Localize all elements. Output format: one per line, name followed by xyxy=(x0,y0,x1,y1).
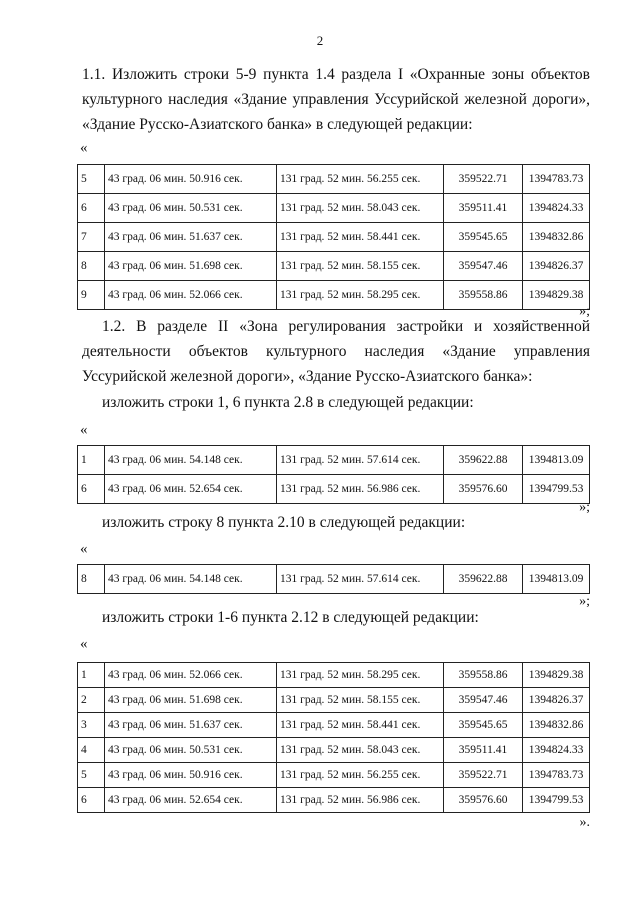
y-coordinate-cell: 1394832.86 xyxy=(523,713,590,738)
section-1-2-text: 1.2. В разделе II «Зона регулирования застройки и хозяйственной деятельности объектов культурного наследия «Здание управления Уссурийской железной дороги», «Здание Русско-Азиатского банка»: xyxy=(82,318,590,385)
latitude-cell: 43 град. 06 мин. 52.654 сек. xyxy=(105,475,277,504)
x-coordinate-cell: 359558.86 xyxy=(444,663,523,688)
close-quote: ». xyxy=(579,815,590,830)
row-number-cell: 9 xyxy=(78,281,105,310)
y-coordinate-cell: 1394799.53 xyxy=(523,475,590,504)
longitude-cell: 131 град. 52 мин. 58.441 сек. xyxy=(277,223,444,252)
latitude-cell: 43 град. 06 мин. 54.148 сек. xyxy=(105,565,277,594)
latitude-cell: 43 град. 06 мин. 52.654 сек. xyxy=(105,788,277,813)
row-number-cell: 1 xyxy=(78,663,105,688)
x-coordinate-cell: 359545.65 xyxy=(444,223,523,252)
row-number-cell: 6 xyxy=(78,475,105,504)
row-number-cell: 7 xyxy=(78,223,105,252)
open-quote: « xyxy=(80,422,88,438)
open-quote: « xyxy=(80,140,88,156)
y-coordinate-cell: 1394813.09 xyxy=(523,565,590,594)
longitude-cell: 131 град. 52 мин. 58.155 сек. xyxy=(277,688,444,713)
table-row xyxy=(78,446,590,475)
coordinates-table-1-4 xyxy=(77,164,590,310)
y-coordinate-cell: 1394829.38 xyxy=(523,663,590,688)
longitude-cell: 131 град. 52 мин. 57.614 сек. xyxy=(277,446,444,475)
x-coordinate-cell: 359558.86 xyxy=(444,281,523,310)
row-number-cell: 6 xyxy=(78,194,105,223)
table-row xyxy=(78,688,590,713)
coordinates-table-2-10 xyxy=(77,564,590,594)
table-row xyxy=(78,565,590,594)
row-number-cell: 8 xyxy=(78,565,105,594)
table-row xyxy=(78,194,590,223)
section-1-1-text: 1.1. Изложить строки 5-9 пункта 1.4 раздела I «Охранные зоны объектов культурного наследия «Здание управления Уссурийской железной дороги», «Здание Русско-Азиатского банка» в следующей редакции: xyxy=(82,66,590,133)
longitude-cell: 131 град. 52 мин. 58.441 сек. xyxy=(277,713,444,738)
longitude-cell: 131 град. 52 мин. 56.986 сек. xyxy=(277,475,444,504)
longitude-cell: 131 град. 52 мин. 58.155 сек. xyxy=(277,252,444,281)
page-number: 2 xyxy=(316,33,324,48)
table-row xyxy=(78,713,590,738)
longitude-cell: 131 град. 52 мин. 58.043 сек. xyxy=(277,194,444,223)
x-coordinate-cell: 359576.60 xyxy=(444,475,523,504)
table-row xyxy=(78,738,590,763)
y-coordinate-cell: 1394799.53 xyxy=(523,788,590,813)
latitude-cell: 43 град. 06 мин. 51.698 сек. xyxy=(105,688,277,713)
x-coordinate-cell: 359522.71 xyxy=(444,763,523,788)
y-coordinate-cell: 1394813.09 xyxy=(523,446,590,475)
longitude-cell: 131 град. 52 мин. 58.295 сек. xyxy=(277,281,444,310)
x-coordinate-cell: 359622.88 xyxy=(444,446,523,475)
close-quote: »; xyxy=(579,594,590,609)
table-row xyxy=(78,252,590,281)
row-number-cell: 1 xyxy=(78,446,105,475)
longitude-cell: 131 град. 52 мин. 56.255 сек. xyxy=(277,763,444,788)
close-quote: »; xyxy=(579,500,590,515)
coordinates-table-2-12 xyxy=(77,662,590,813)
y-coordinate-cell: 1394824.33 xyxy=(523,194,590,223)
latitude-cell: 43 град. 06 мин. 51.637 сек. xyxy=(105,713,277,738)
x-coordinate-cell: 359522.71 xyxy=(444,165,523,194)
latitude-cell: 43 град. 06 мин. 50.916 сек. xyxy=(105,763,277,788)
latitude-cell: 43 град. 06 мин. 52.066 сек. xyxy=(105,281,277,310)
longitude-cell: 131 град. 52 мин. 58.043 сек. xyxy=(277,738,444,763)
table-row xyxy=(78,223,590,252)
table-row xyxy=(78,663,590,688)
y-coordinate-cell: 1394783.73 xyxy=(523,165,590,194)
subsection-2-8-text: изложить строки 1, 6 пункта 2.8 в следующей редакции: xyxy=(102,394,474,411)
y-coordinate-cell: 1394826.37 xyxy=(523,252,590,281)
x-coordinate-cell: 359576.60 xyxy=(444,788,523,813)
row-number-cell: 3 xyxy=(78,713,105,738)
x-coordinate-cell: 359511.41 xyxy=(444,194,523,223)
row-number-cell: 5 xyxy=(78,165,105,194)
latitude-cell: 43 град. 06 мин. 52.066 сек. xyxy=(105,663,277,688)
subsection-2-10-text: изложить строку 8 пункта 2.10 в следующей редакции: xyxy=(102,514,466,531)
y-coordinate-cell: 1394829.38 xyxy=(523,281,590,310)
x-coordinate-cell: 359622.88 xyxy=(444,565,523,594)
row-number-cell: 6 xyxy=(78,788,105,813)
table-row xyxy=(78,165,590,194)
x-coordinate-cell: 359547.46 xyxy=(444,252,523,281)
table-row xyxy=(78,788,590,813)
latitude-cell: 43 град. 06 мин. 51.698 сек. xyxy=(105,252,277,281)
latitude-cell: 43 град. 06 мин. 50.531 сек. xyxy=(105,738,277,763)
latitude-cell: 43 град. 06 мин. 50.916 сек. xyxy=(105,165,277,194)
table-row xyxy=(78,763,590,788)
subsection-2-12-text: изложить строки 1-6 пункта 2.12 в следующей редакции: xyxy=(102,609,479,626)
open-quote: « xyxy=(80,541,88,557)
x-coordinate-cell: 359511.41 xyxy=(444,738,523,763)
x-coordinate-cell: 359545.65 xyxy=(444,713,523,738)
latitude-cell: 43 град. 06 мин. 54.148 сек. xyxy=(105,446,277,475)
y-coordinate-cell: 1394832.86 xyxy=(523,223,590,252)
longitude-cell: 131 град. 52 мин. 57.614 сек. xyxy=(277,565,444,594)
longitude-cell: 131 град. 52 мин. 58.295 сек. xyxy=(277,663,444,688)
x-coordinate-cell: 359547.46 xyxy=(444,688,523,713)
row-number-cell: 8 xyxy=(78,252,105,281)
latitude-cell: 43 град. 06 мин. 50.531 сек. xyxy=(105,194,277,223)
coordinates-table-2-8 xyxy=(77,445,590,504)
y-coordinate-cell: 1394826.37 xyxy=(523,688,590,713)
longitude-cell: 131 град. 52 мин. 56.986 сек. xyxy=(277,788,444,813)
row-number-cell: 4 xyxy=(78,738,105,763)
latitude-cell: 43 град. 06 мин. 51.637 сек. xyxy=(105,223,277,252)
open-quote: « xyxy=(80,636,88,652)
longitude-cell: 131 град. 52 мин. 56.255 сек. xyxy=(277,165,444,194)
row-number-cell: 5 xyxy=(78,763,105,788)
close-quote: »; xyxy=(579,304,590,319)
y-coordinate-cell: 1394783.73 xyxy=(523,763,590,788)
row-number-cell: 2 xyxy=(78,688,105,713)
y-coordinate-cell: 1394824.33 xyxy=(523,738,590,763)
